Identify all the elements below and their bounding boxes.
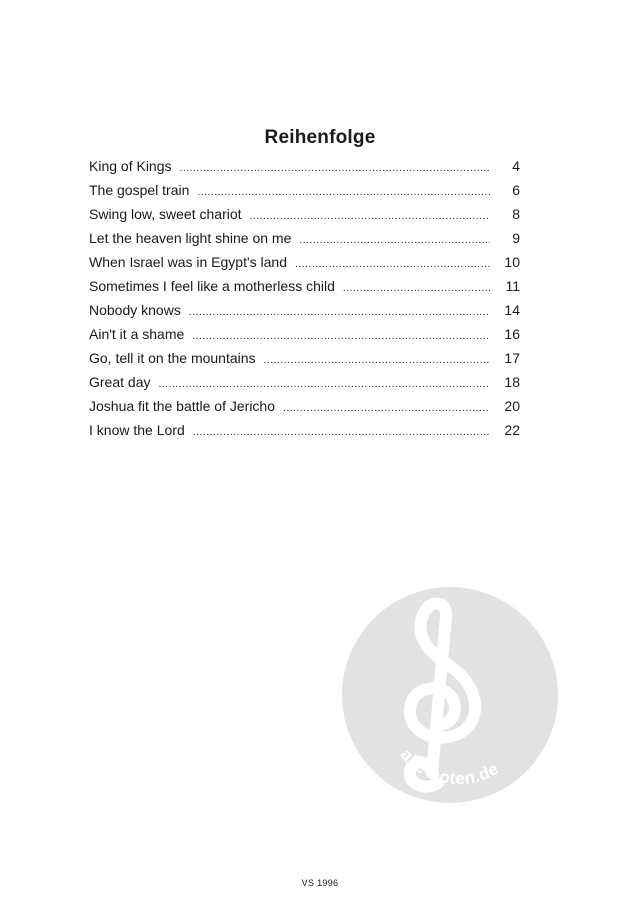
toc-entry-title: I know the Lord: [89, 422, 185, 438]
toc-dot-leader: [180, 157, 491, 181]
toc-entry: [89, 322, 520, 346]
watermark: [342, 587, 558, 803]
page-title: Reihenfolge: [264, 126, 376, 148]
toc-dot-leader: [264, 349, 490, 373]
toc-entry-title: Go, tell it on the mountains: [89, 350, 256, 366]
toc-entry: [89, 346, 520, 370]
toc-entry-page: 22: [504, 422, 520, 438]
toc-dot-leader: [283, 397, 490, 421]
watermark-text: alle-noten.de: [396, 745, 502, 789]
toc-dot-leader: [299, 229, 490, 253]
toc-entry: [89, 202, 520, 226]
toc-entry-page: 14: [504, 302, 520, 318]
treble-clef-icon: [342, 587, 558, 803]
toc-dot-leader: [193, 421, 490, 445]
toc-entry: [89, 250, 520, 274]
toc-entry: [89, 394, 520, 418]
toc-entry-title: Ain't it a shame: [89, 326, 185, 342]
toc-entry-title: Great day: [89, 374, 151, 390]
toc-entry-page: 9: [512, 230, 520, 246]
toc-entry-page: 18: [504, 374, 520, 390]
toc-entry-title: Let the heaven light shine on me: [89, 230, 292, 246]
toc-entry: [89, 178, 520, 202]
toc-dot-leader: [189, 301, 490, 325]
toc-entry-title: King of Kings: [89, 158, 172, 174]
toc-entry-page: 4: [512, 158, 520, 174]
toc-entry-title: Nobody knows: [89, 302, 181, 318]
toc-entry-title: The gospel train: [89, 182, 190, 198]
toc-entry: [89, 418, 520, 442]
toc-dot-leader: [343, 277, 490, 301]
toc-entry-title: Sometimes I feel like a motherless child: [89, 278, 335, 294]
table-of-contents: [89, 154, 520, 442]
toc-entry-page: 6: [512, 182, 520, 198]
toc-entry-page: 20: [504, 398, 520, 414]
toc-entry-page: 8: [512, 206, 520, 222]
toc-entry: [89, 370, 520, 394]
toc-entry: [89, 154, 520, 178]
toc-entry-page: 10: [504, 254, 520, 270]
toc-entry-title: When Israel was in Egypt's land: [89, 254, 287, 270]
toc-entry-page: 16: [504, 326, 520, 342]
toc-entry-page: 11: [505, 278, 520, 294]
toc-entry-title: Joshua fit the battle of Jericho: [89, 398, 275, 414]
toc-entry-page: 17: [504, 350, 520, 366]
toc-entry: [89, 298, 520, 322]
toc-entry: [89, 274, 520, 298]
toc-entry: [89, 226, 520, 250]
page-footer: VS 1996: [301, 878, 339, 888]
toc-entry-title: Swing low, sweet chariot: [89, 206, 242, 222]
